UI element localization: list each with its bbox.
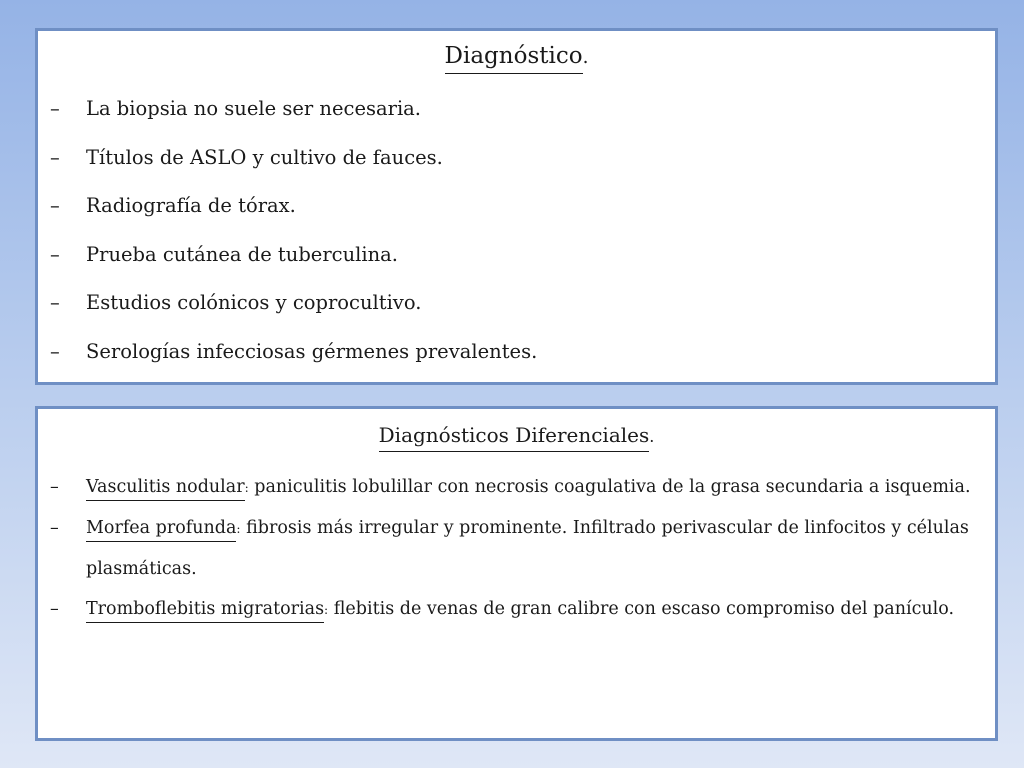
list-item	[38, 243, 995, 292]
bullet-dash: –	[50, 242, 60, 266]
list-item	[38, 194, 995, 243]
list-item-text: Serologías infecciosas gérmenes prevalentes.	[86, 339, 538, 363]
bullet-dash: –	[50, 291, 60, 314]
diferenciales-box	[35, 406, 998, 741]
list-item-text: Radiografía de tórax.	[86, 194, 296, 217]
term-separator: :	[244, 481, 249, 495]
bullet-dash: –	[50, 599, 59, 619]
diagnostico-box	[35, 28, 998, 385]
diagnostico-list	[38, 97, 995, 388]
list-item	[38, 340, 995, 389]
bullet-dash: –	[50, 97, 60, 120]
bullet-dash: –	[50, 145, 60, 169]
bullet-dash: –	[50, 518, 59, 538]
diferenciales-title-dot: .	[649, 427, 655, 446]
diferenciales-title	[38, 423, 995, 447]
list-item-text: Prueba cutánea de tuberculina.	[86, 242, 399, 266]
differential-term: Vasculitis nodular	[86, 477, 245, 501]
differential-description: fibrosis más irregular y prominente. Infiltrado perivascular de linfocitos y células plasmáticas.	[86, 518, 969, 579]
diagnostico-title-text: Diagnóstico	[445, 43, 583, 74]
list-item-text: Títulos de ASLO y cultivo de fauces.	[86, 145, 443, 169]
differential-description: flebitis de venas de gran calibre con escaso compromiso del panículo.	[328, 599, 955, 619]
term-separator: :	[236, 522, 241, 536]
list-item-text: Estudios colónicos y coprocultivo.	[86, 291, 422, 314]
list-item-text: La biopsia no suele ser necesaria.	[86, 97, 422, 120]
list-item	[38, 589, 981, 630]
bullet-dash: –	[50, 339, 60, 363]
bullet-dash: –	[50, 477, 59, 497]
list-item	[38, 146, 995, 195]
diagnostico-title-dot: .	[582, 47, 589, 68]
differential-term: Tromboflebitis migratorias	[86, 599, 324, 623]
diferenciales-list	[38, 467, 981, 630]
diferenciales-title-text: Diagnósticos Diferenciales	[379, 423, 650, 452]
diagnostico-title	[38, 43, 995, 69]
differential-term: Morfea profunda	[86, 518, 236, 542]
list-item	[38, 291, 995, 340]
bullet-dash: –	[50, 194, 60, 217]
differential-description: paniculitis lobulillar con necrosis coagulativa de la grasa secundaria a isquemia.	[248, 477, 971, 497]
term-separator: :	[324, 603, 329, 617]
list-item	[38, 467, 981, 508]
list-item	[38, 508, 981, 589]
list-item	[38, 97, 995, 146]
